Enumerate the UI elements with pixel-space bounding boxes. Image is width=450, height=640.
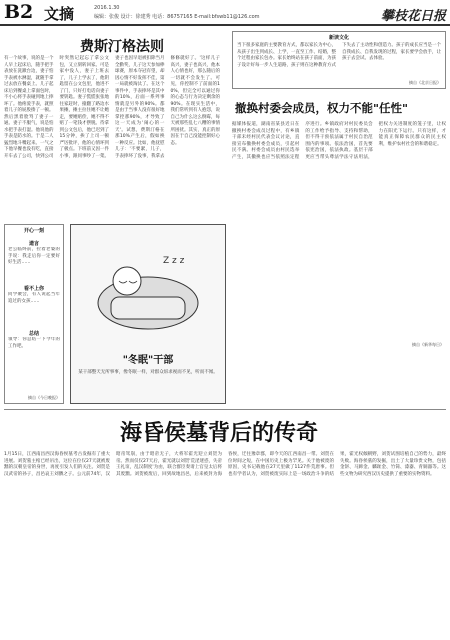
page-number: B2 — [4, 1, 34, 23]
newspaper-name: 攀枝花日报 — [380, 9, 446, 24]
article-headline: 撤换村委会成员，权力不能"任性" — [235, 101, 408, 115]
joke-text: 老公临终前，拉着老婆的手说：我走后你一定要好好生活…… — [8, 247, 60, 265]
joke-text: 领导：你总结一下今年的工作吧。 — [8, 337, 60, 349]
article-feilian — [4, 30, 220, 220]
editor-line: 编辑：张俊 设计：徐建秀 电话：86757165 E-mail:bfswb11@126.com — [94, 14, 260, 20]
article-body: 1月15日，江西南昌西汉海昏侯墓考古发掘有了重大进展。刘贺墓主棺已经吊出，这位在位仅27天就被废黜的汉朝皇帝的身世，再度引发人们的关注。刘贺是汉武帝的孙子，昌邑哀王刘髆之子。公元前74年，汉昭帝驾崩，由于昭帝无子，大将军霍光迎立刘贺为帝。然而仅仅27天后，霍光就以刘贺'荒淫迷惑，失帝王礼谊，乱汉制度'为由，联合群臣奏请上官皇太后将其废黜。刘贺被废后，回到故地昌邑，后来被封为海昏侯，迁往豫章郡，即今天的江西南昌一带。刘贺在位时间之短，在中国历史上极为罕见。关于他被废的原因，史书记载他在27天里做了1127件荒唐事。但也有学者认为，刘贺被废实际上是一场政治斗争的结果，霍光权倾朝野，刘贺试图培植自己的势力，最终失败。海昏侯墓的发掘，出土了大量珍贵文物，包括金饼、马蹄金、麟趾金、竹简、漆器、青铜器等。这些文物为研究西汉历史提供了重要的实物资料。 — [4, 452, 446, 477]
cartoon-title: "冬眠"干部 — [122, 355, 174, 366]
article-quanli — [232, 92, 446, 348]
jokes-box — [4, 224, 64, 404]
box-source: 摘自《今日晚报》 — [28, 395, 60, 400]
box-title: 新读文化 — [328, 35, 349, 41]
article-body: 据媒体报道，湖南省某县近日在撤换村委会成员过程中，有乡镇干部未经村民代表会议讨论，直接宣布撤换村委会成员，引起村民不满。村委会成员由村民选举产生，其撤换也应当依照法定程序进行。乡镇政府对村民委员会的工作给予指导、支持和帮助，但不得干预依法属于村民自治范围内的事项。依法治国，首先要依宪治国，依法执政。基层干部更应当带头尊法学法守法用法，把权力关进制度的笼子里，让权力在阳光下运行。只有这样，才能真正保障农民群众的民主权利，维护农村社会的和谐稳定。 — [232, 122, 446, 160]
section-name: 文摘 — [44, 5, 75, 23]
joke-title: 总结 — [28, 331, 39, 337]
cartoon-illustration — [71, 225, 225, 345]
article-headline: 海昏侯墓背后的传奇 — [120, 420, 319, 446]
masthead — [0, 0, 450, 26]
article-headline: 费斯汀格法则 — [80, 39, 164, 55]
divider — [4, 409, 446, 410]
joke-text: 同学聚会，有人说起当年追过的女孩…… — [8, 292, 60, 304]
joke-title: 看不上你 — [23, 286, 44, 292]
article-source: 摘自《新华每日》 — [412, 342, 444, 347]
box-title: 开心一刻 — [23, 228, 44, 234]
box-source: 摘自《北京日报》 — [409, 80, 441, 85]
article-body: 有一个故事，说的是一个人早上起床后，随手把手表放在洗漱台边，妻子怕手表被水淋湿，就随手拿过去放在餐桌上。儿子起床后到餐桌上拿面包时，不小心将手表碰到地上摔坏了。他疼爱手表，就照着儿子的屁股揍了一顿。然后黑着脸骂了妻子一通。妻子不服气，说是怕水把手表打湿。他说他的手表是防水的。于是二人猛烈地斗嘴起来。一气之下他早餐也没有吃，直接开车去了公司，快到公司时突然记起忘了拿公文包，又立刻转回家。可是家中没人，妻子上班去了，儿子上学去了，他钥匙留在公文包里，他进不了门，只好打电话向妻子要钥匙。妻子慌慌张张地往家赶时，撞翻了路边水果摊，摊主拉住她不让她走，要她赔偿，她不得不赔了一笔钱才摆脱。待拿到公文包后，他已迟到了15分钟，挨了上司一顿严厉批评，他的心情坏到了极点。下班前又因一件小事，跟同事吵了一架。妻子也因早退被扣除当月全勤奖，儿子这天参加棒球赛，原本夺冠有望，却因心情不好发挥不佳，第一局就被淘汰了。在这个事件中，手表摔坏是其中的10%，后面一系列事情就是另外的90%。都是由于当事人没有很好地掌控那90%，才导致了这一天成为'闹心的一天'。试想，费斯汀格在那10%产生后，假如换一种反应。比如，他抚慰儿子：'不要紧，儿子，手表摔坏了没事，我拿去修修就好了。'这样儿子高兴，妻子也高兴，他本人心情也好，那么随后的一切就不会发生了。可见，你控制不了前面的10%，但完全可以通过你的心态与行为决定剩余的90%。在现实生活中，我们常听到有人抱怨，说自己为什么这么倒霉，每天被那些乱七八糟的事情所困扰。其实，真正的原因在于自己没能控制好心态。 — [4, 56, 220, 159]
svg-text:Z z z: Z z z — [163, 256, 185, 266]
box-body: 当下很多家庭的主要教育方式，都以家长为中心，从孩子出生到成长、上学，一直至工作、结婚，整个过程由家长包办。家长始终站在孩子前面，为孩子设计好每一步人生道路，孩子则在这种教育方式下失去了主动性和创造力。孩子的成长应当是一个自我成长、自我发现的过程，家长要学会放手，让孩子去尝试、去体验。 — [237, 43, 441, 68]
joke-title: 遗言 — [28, 241, 39, 247]
cartoon-panel — [70, 224, 226, 404]
article-haihun — [4, 412, 446, 636]
culture-box — [232, 31, 446, 89]
issue-date: 2016.1.30 — [94, 5, 120, 11]
cartoon-caption: 某干部整天无所事事，像冬眠一样，对群众诉求视而不见，听而不闻。 — [78, 370, 218, 375]
